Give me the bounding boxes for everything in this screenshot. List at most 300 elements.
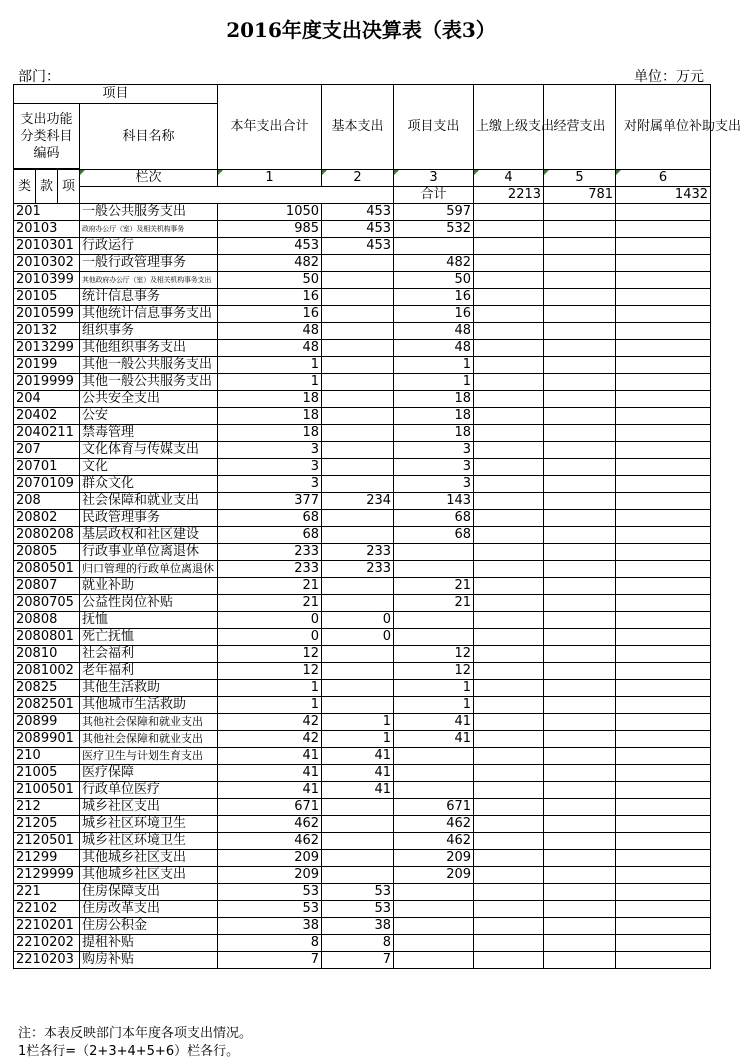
- row-subject-name: 其他城乡社区支出: [80, 867, 218, 884]
- row-subject-name: 基层政权和社区建设: [80, 527, 218, 544]
- row-business: [544, 323, 616, 340]
- row-subject-name: 文化: [80, 459, 218, 476]
- row-business: [544, 221, 616, 238]
- row-subject-name: 一般公共服务支出: [80, 204, 218, 221]
- header-col-project: 项目支出: [394, 85, 474, 170]
- row-upper: [474, 833, 544, 850]
- row-total: 1: [218, 357, 322, 374]
- row-total: 38: [218, 918, 322, 935]
- row-total: 1050: [218, 204, 322, 221]
- total-code-cell: [80, 187, 394, 204]
- row-code: 2210203: [14, 952, 80, 969]
- row-basic: 41: [322, 765, 394, 782]
- page-title: 2016年度支出决算表（表3）: [226, 18, 496, 42]
- row-code: 2010599: [14, 306, 80, 323]
- row-basic: [322, 527, 394, 544]
- row-subject-name: 社会福利: [80, 646, 218, 663]
- row-business: [544, 918, 616, 935]
- row-basic: [322, 697, 394, 714]
- row-project: [394, 884, 474, 901]
- row-upper: [474, 595, 544, 612]
- row-upper: [474, 408, 544, 425]
- row-code: 2070109: [14, 476, 80, 493]
- row-total: 16: [218, 289, 322, 306]
- col-number-4: 4: [474, 170, 544, 187]
- row-code: 20808: [14, 612, 80, 629]
- row-basic: 233: [322, 561, 394, 578]
- row-total: 233: [218, 544, 322, 561]
- row-subsidy: [616, 884, 711, 901]
- row-business: [544, 765, 616, 782]
- row-subsidy: [616, 374, 711, 391]
- row-business: [544, 867, 616, 884]
- table-row: [14, 391, 711, 408]
- row-business: [544, 884, 616, 901]
- row-project: 41: [394, 714, 474, 731]
- header-lanci: 栏次: [80, 170, 218, 187]
- row-project: [394, 918, 474, 935]
- row-basic: [322, 306, 394, 323]
- row-code: 2010302: [14, 255, 80, 272]
- row-project: 3: [394, 459, 474, 476]
- row-business: [544, 646, 616, 663]
- row-basic: [322, 374, 394, 391]
- row-upper: [474, 748, 544, 765]
- row-total: 1: [218, 697, 322, 714]
- header-col-basic: 基本支出: [322, 85, 394, 170]
- row-basic: [322, 663, 394, 680]
- row-total: 48: [218, 323, 322, 340]
- row-subject-name: 其他一般公共服务支出: [80, 357, 218, 374]
- row-basic: [322, 816, 394, 833]
- row-upper: [474, 629, 544, 646]
- row-basic: 1: [322, 714, 394, 731]
- row-total: 1: [218, 680, 322, 697]
- row-basic: [322, 272, 394, 289]
- row-basic: [322, 391, 394, 408]
- row-basic: 453: [322, 221, 394, 238]
- row-subject-name: 其他城市生活救助: [80, 697, 218, 714]
- row-subject-name: 其他社会保障和就业支出: [80, 731, 218, 748]
- row-total: 3: [218, 442, 322, 459]
- row-total: 0: [218, 629, 322, 646]
- row-upper: [474, 663, 544, 680]
- row-subject-name: 提租补贴: [80, 935, 218, 952]
- row-basic: [322, 850, 394, 867]
- row-upper: [474, 493, 544, 510]
- row-subsidy: [616, 357, 711, 374]
- row-total: 0: [218, 612, 322, 629]
- table-row: [14, 425, 711, 442]
- row-business: [544, 952, 616, 969]
- row-subject-name: 其他生活救助: [80, 680, 218, 697]
- row-code: 20105: [14, 289, 80, 306]
- table-row: [14, 952, 711, 969]
- row-total: 453: [218, 238, 322, 255]
- row-project: 1: [394, 697, 474, 714]
- row-project: [394, 544, 474, 561]
- row-code: 2019999: [14, 374, 80, 391]
- table-row: [14, 867, 711, 884]
- row-basic: 53: [322, 901, 394, 918]
- row-subsidy: [616, 595, 711, 612]
- row-business: [544, 510, 616, 527]
- row-code: 2210201: [14, 918, 80, 935]
- row-project: [394, 765, 474, 782]
- row-subject-name: 老年福利: [80, 663, 218, 680]
- table-row: [14, 272, 711, 289]
- row-code: 2080208: [14, 527, 80, 544]
- table-row: [14, 561, 711, 578]
- row-total: 68: [218, 510, 322, 527]
- row-upper: [474, 391, 544, 408]
- expenditure-table: [13, 84, 741, 969]
- row-code: 208: [14, 493, 80, 510]
- row-basic: 1: [322, 731, 394, 748]
- table-row: [14, 221, 711, 238]
- row-code: 20199: [14, 357, 80, 374]
- row-project: 462: [394, 833, 474, 850]
- row-business: [544, 357, 616, 374]
- row-business: [544, 629, 616, 646]
- row-code: 20701: [14, 459, 80, 476]
- row-total: 42: [218, 731, 322, 748]
- total-c3: 1432: [616, 187, 711, 204]
- row-subject-name: 公共安全支出: [80, 391, 218, 408]
- row-subject-name: 城乡社区环境卫生: [80, 816, 218, 833]
- row-subsidy: [616, 391, 711, 408]
- table-row: [14, 408, 711, 425]
- row-code: 2040211: [14, 425, 80, 442]
- row-code: 2080801: [14, 629, 80, 646]
- row-business: [544, 255, 616, 272]
- col-number-6: 6: [616, 170, 711, 187]
- row-basic: [322, 510, 394, 527]
- row-subject-name: 其他一般公共服务支出: [80, 374, 218, 391]
- row-code: 2010301: [14, 238, 80, 255]
- row-project: 1: [394, 357, 474, 374]
- row-subsidy: [616, 612, 711, 629]
- row-project: 18: [394, 425, 474, 442]
- row-upper: [474, 238, 544, 255]
- row-subsidy: [616, 867, 711, 884]
- row-subsidy: [616, 238, 711, 255]
- row-subsidy: [616, 306, 711, 323]
- row-total: 21: [218, 595, 322, 612]
- row-subject-name: 住房保障支出: [80, 884, 218, 901]
- row-project: 209: [394, 850, 474, 867]
- row-total: 21: [218, 578, 322, 595]
- row-total: 233: [218, 561, 322, 578]
- row-code: 2100501: [14, 782, 80, 799]
- row-upper: [474, 357, 544, 374]
- row-code: 2210202: [14, 935, 80, 952]
- row-basic: 41: [322, 748, 394, 765]
- row-total: 18: [218, 391, 322, 408]
- row-total: 41: [218, 765, 322, 782]
- row-subject-name: 民政管理事务: [80, 510, 218, 527]
- row-subsidy: [616, 340, 711, 357]
- row-upper: [474, 442, 544, 459]
- row-code: 21005: [14, 765, 80, 782]
- row-total: 462: [218, 833, 322, 850]
- row-basic: [322, 425, 394, 442]
- row-business: [544, 816, 616, 833]
- total-label: 合计: [394, 187, 474, 204]
- row-basic: [322, 476, 394, 493]
- table-row: [14, 238, 711, 255]
- header-xiang: 项: [58, 170, 80, 204]
- row-subject-name: 一般行政管理事务: [80, 255, 218, 272]
- table-row: [14, 204, 711, 221]
- row-project: 21: [394, 595, 474, 612]
- row-total: 462: [218, 816, 322, 833]
- row-basic: 234: [322, 493, 394, 510]
- row-total: 12: [218, 646, 322, 663]
- row-subsidy: [616, 782, 711, 799]
- table-row: [14, 850, 711, 867]
- row-project: 68: [394, 510, 474, 527]
- row-subject-name: 城乡社区环境卫生: [80, 833, 218, 850]
- row-subsidy: [616, 323, 711, 340]
- row-total: 209: [218, 867, 322, 884]
- row-upper: [474, 374, 544, 391]
- row-subject-name: 医疗卫生与计划生育支出: [80, 748, 218, 765]
- row-upper: [474, 697, 544, 714]
- row-upper: [474, 731, 544, 748]
- table-row: [14, 289, 711, 306]
- row-subject-name: 组织事务: [80, 323, 218, 340]
- row-project: 532: [394, 221, 474, 238]
- table-row: [14, 357, 711, 374]
- row-business: [544, 527, 616, 544]
- row-business: [544, 935, 616, 952]
- row-subsidy: [616, 629, 711, 646]
- table-row: [14, 663, 711, 680]
- row-subsidy: [616, 425, 711, 442]
- row-basic: [322, 442, 394, 459]
- row-upper: [474, 816, 544, 833]
- row-business: [544, 306, 616, 323]
- row-upper: [474, 306, 544, 323]
- row-business: [544, 578, 616, 595]
- row-subsidy: [616, 731, 711, 748]
- row-basic: 233: [322, 544, 394, 561]
- row-upper: [474, 935, 544, 952]
- row-business: [544, 544, 616, 561]
- table-row: [14, 340, 711, 357]
- row-project: [394, 935, 474, 952]
- row-code: 20802: [14, 510, 80, 527]
- row-project: 209: [394, 867, 474, 884]
- row-subsidy: [616, 918, 711, 935]
- row-project: [394, 901, 474, 918]
- row-code: 2080501: [14, 561, 80, 578]
- row-subject-name: 死亡抚恤: [80, 629, 218, 646]
- row-project: 41: [394, 731, 474, 748]
- row-code: 22102: [14, 901, 80, 918]
- row-code: 2082501: [14, 697, 80, 714]
- row-upper: [474, 255, 544, 272]
- row-upper: [474, 765, 544, 782]
- row-total: 53: [218, 884, 322, 901]
- row-project: [394, 612, 474, 629]
- row-subsidy: [616, 646, 711, 663]
- row-project: 597: [394, 204, 474, 221]
- row-code: 2081002: [14, 663, 80, 680]
- row-code: 21299: [14, 850, 80, 867]
- row-business: [544, 697, 616, 714]
- row-subject-name: 其他统计信息事务支出: [80, 306, 218, 323]
- col-number-5: 5: [544, 170, 616, 187]
- row-subsidy: [616, 935, 711, 952]
- row-subsidy: [616, 578, 711, 595]
- row-total: 41: [218, 748, 322, 765]
- table-row: [14, 612, 711, 629]
- row-basic: 7: [322, 952, 394, 969]
- row-upper: [474, 714, 544, 731]
- row-subject-name: 归口管理的行政单位离退休: [80, 561, 218, 578]
- row-business: [544, 289, 616, 306]
- row-subsidy: [616, 527, 711, 544]
- row-upper: [474, 459, 544, 476]
- table-row: [14, 306, 711, 323]
- row-upper: [474, 272, 544, 289]
- row-subject-name: 文化体育与传媒支出: [80, 442, 218, 459]
- row-subject-name: 行政运行: [80, 238, 218, 255]
- note-line-1: 注：本表反映部门本年度各项支出情况。: [18, 1026, 253, 1041]
- row-upper: [474, 646, 544, 663]
- row-code: 207: [14, 442, 80, 459]
- row-upper: [474, 510, 544, 527]
- row-basic: [322, 289, 394, 306]
- row-upper: [474, 578, 544, 595]
- row-code: 2013299: [14, 340, 80, 357]
- table-row: [14, 697, 711, 714]
- row-project: 462: [394, 816, 474, 833]
- row-project: [394, 629, 474, 646]
- row-subsidy: [616, 663, 711, 680]
- row-subject-name: 抚恤: [80, 612, 218, 629]
- row-business: [544, 799, 616, 816]
- row-subject-name: 医疗保障: [80, 765, 218, 782]
- row-total: 41: [218, 782, 322, 799]
- row-business: [544, 425, 616, 442]
- col-number-1: 1: [218, 170, 322, 187]
- row-basic: [322, 408, 394, 425]
- row-total: 671: [218, 799, 322, 816]
- row-total: 1: [218, 374, 322, 391]
- row-code: 20810: [14, 646, 80, 663]
- row-upper: [474, 952, 544, 969]
- row-subsidy: [616, 442, 711, 459]
- row-code: 20805: [14, 544, 80, 561]
- row-total: 42: [218, 714, 322, 731]
- table-row: [14, 510, 711, 527]
- row-code: 210: [14, 748, 80, 765]
- table-row: [14, 646, 711, 663]
- row-total: 377: [218, 493, 322, 510]
- row-project: 48: [394, 323, 474, 340]
- table-row: [14, 765, 711, 782]
- row-project: 482: [394, 255, 474, 272]
- row-business: [544, 833, 616, 850]
- table-row: [14, 629, 711, 646]
- row-subsidy: [616, 272, 711, 289]
- row-business: [544, 612, 616, 629]
- row-total: 7: [218, 952, 322, 969]
- row-upper: [474, 221, 544, 238]
- row-total: 8: [218, 935, 322, 952]
- row-code: 20899: [14, 714, 80, 731]
- row-business: [544, 459, 616, 476]
- row-subject-name: 公益性岗位补贴: [80, 595, 218, 612]
- row-project: 12: [394, 663, 474, 680]
- row-total: 16: [218, 306, 322, 323]
- row-project: 143: [394, 493, 474, 510]
- row-project: 3: [394, 476, 474, 493]
- row-code: 221: [14, 884, 80, 901]
- table-row: [14, 901, 711, 918]
- row-business: [544, 408, 616, 425]
- row-basic: 0: [322, 612, 394, 629]
- row-upper: [474, 204, 544, 221]
- row-subsidy: [616, 561, 711, 578]
- row-basic: [322, 646, 394, 663]
- row-upper: [474, 901, 544, 918]
- row-code: 2120501: [14, 833, 80, 850]
- row-basic: [322, 255, 394, 272]
- row-basic: [322, 595, 394, 612]
- row-subsidy: [616, 833, 711, 850]
- row-basic: [322, 323, 394, 340]
- row-business: [544, 442, 616, 459]
- row-subject-name: 购房补贴: [80, 952, 218, 969]
- header-func-code: 支出功能分类科目编码: [14, 104, 80, 169]
- row-code: 2129999: [14, 867, 80, 884]
- row-subsidy: [616, 221, 711, 238]
- row-code: 2089901: [14, 731, 80, 748]
- row-basic: [322, 799, 394, 816]
- row-subject-name: 社会保障和就业支出: [80, 493, 218, 510]
- table-row: [14, 884, 711, 901]
- row-project: 48: [394, 340, 474, 357]
- unit-label: 单位：万元: [634, 69, 704, 85]
- table-row: [14, 833, 711, 850]
- row-subsidy: [616, 748, 711, 765]
- header-kuan: 款: [36, 170, 58, 204]
- row-subsidy: [616, 510, 711, 527]
- row-project: 671: [394, 799, 474, 816]
- row-upper: [474, 323, 544, 340]
- row-business: [544, 782, 616, 799]
- row-total: 53: [218, 901, 322, 918]
- header-col-upper: 上缴上级支出: [474, 85, 544, 170]
- row-code: 2010399: [14, 272, 80, 289]
- table-row: [14, 935, 711, 952]
- table-row: [14, 731, 711, 748]
- row-project: 18: [394, 391, 474, 408]
- row-basic: 41: [322, 782, 394, 799]
- table-row: [14, 323, 711, 340]
- row-basic: [322, 833, 394, 850]
- note-line-2: 1栏各行=（2+3+4+5+6）栏各行。: [18, 1044, 240, 1059]
- row-total: 209: [218, 850, 322, 867]
- total-c1: 2213: [474, 187, 544, 204]
- row-project: 50: [394, 272, 474, 289]
- table-row: [14, 578, 711, 595]
- row-total: 3: [218, 459, 322, 476]
